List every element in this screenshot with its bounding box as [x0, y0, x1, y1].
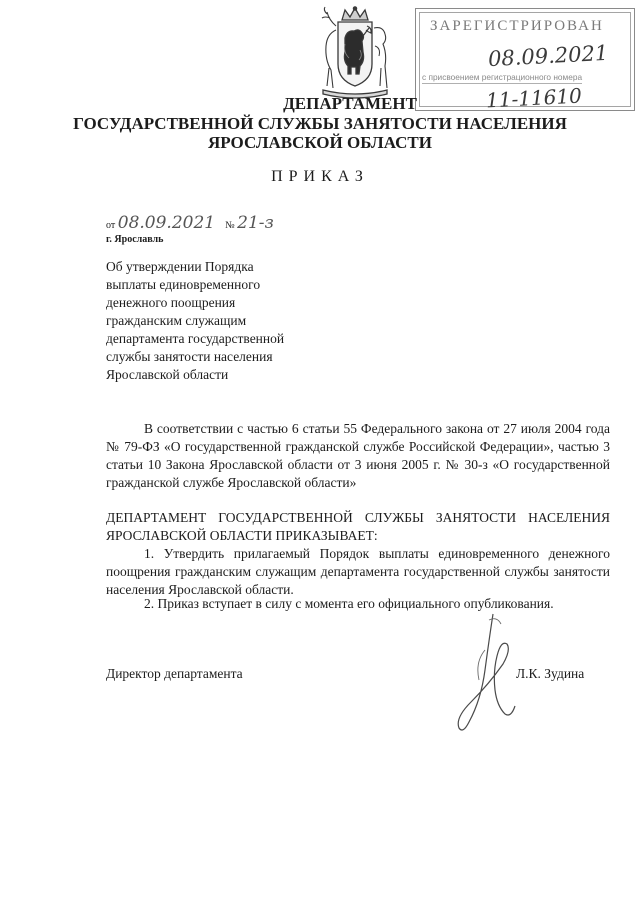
stamp-subtitle: с присвоением регистрационного номера [422, 72, 583, 82]
signer-name: Л.К. Зудина [516, 666, 585, 681]
subject-line: гражданским служащим [106, 313, 247, 328]
order-number: 21-з [237, 213, 274, 233]
subject-line: службы занятости населения [106, 349, 273, 364]
coat-of-arms-icon [305, 6, 405, 104]
order-subject [106, 258, 366, 384]
department-heading-line-3: ЯРОСЛАВСКОЙ ОБЛАСТИ [208, 133, 432, 152]
order-date: 08.09.2021 [117, 213, 216, 233]
subject-line: выплаты единовременного [106, 277, 261, 292]
subject-line: департамента государственной [106, 331, 285, 346]
order-title: ПРИКАЗ [271, 168, 369, 185]
order-date-line [106, 213, 274, 233]
date-prefix: от [106, 220, 116, 231]
order-city: г. Ярославль [106, 234, 164, 245]
legal-basis-paragraph: В соответствии с частью 6 статьи 55 Федерального закона от 27 июля 2004 года № 79-ФЗ «О государственной гражданской службе Российской Федерации», частью 3 статьи 10 Закона Ярославской области от 3 июня 2005 г. № 30-з «О государственной гражданской службе Ярославской области» [106, 421, 610, 490]
department-heading-line-1: ДЕПАРТАМЕНТ [283, 94, 417, 113]
subject-line: денежного поощрения [106, 295, 236, 310]
number-prefix: № [225, 220, 235, 231]
stamp-title: ЗАРЕГИСТРИРОВАН [430, 18, 604, 34]
stamp-registration-number: 11-11610 [485, 83, 583, 113]
signer-title: Директор департамента [106, 666, 243, 681]
order-item-1: 1. Утвердить прилагаемый Порядок выплаты единовременного денежного поощрения гражданским служащим департамента государственной службы занятости населения Ярославской области. [106, 546, 610, 597]
orders-statement: ДЕПАРТАМЕНТ ГОСУДАРСТВЕННОЙ СЛУЖБЫ ЗАНЯТОСТИ НАСЕЛЕНИЯ ЯРОСЛАВСКОЙ ОБЛАСТИ ПРИКАЗЫВАЕТ: [106, 510, 610, 543]
subject-line: Ярославской области [106, 367, 229, 382]
order-item-2: 2. Приказ вступает в силу с момента его официального опубликования. [144, 596, 554, 611]
department-heading-line-2: ГОСУДАРСТВЕННОЙ СЛУЖБЫ ЗАНЯТОСТИ НАСЕЛЕНИЯ [73, 114, 567, 133]
stamp-date: 08.09.2021 [487, 40, 609, 72]
subject-line: Об утверждении Порядка [106, 259, 254, 274]
